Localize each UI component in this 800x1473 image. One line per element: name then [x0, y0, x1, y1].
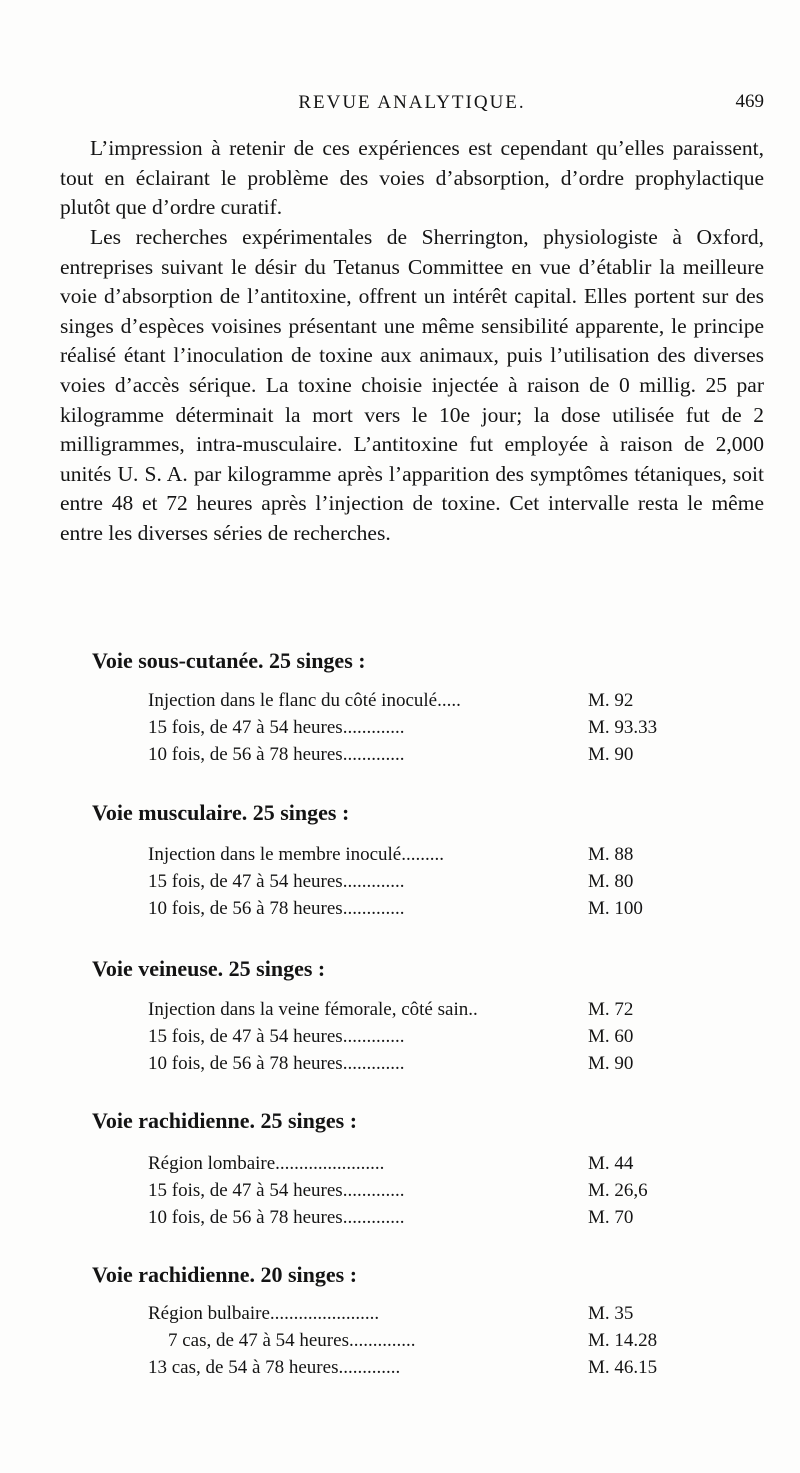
row-value: M. 70	[588, 1207, 634, 1228]
row-value: M. 80	[588, 871, 634, 892]
row-value: M. 44	[588, 1153, 634, 1174]
page-number: 469	[735, 91, 764, 112]
section-heading: Voie sous-cutanée. 25 singes :	[92, 648, 366, 673]
row-label: Injection dans la veine fémorale, côté sain..	[148, 999, 478, 1020]
result-row	[148, 714, 708, 741]
row-value: M. 88	[588, 844, 634, 865]
row-label: 13 cas, de 54 à 78 heures.............	[148, 1357, 401, 1378]
row-value: M. 92	[588, 690, 634, 711]
row-label: Région lombaire.......................	[148, 1153, 385, 1174]
result-row	[148, 868, 708, 895]
section-heading: Voie rachidienne. 20 singes :	[92, 1262, 358, 1287]
result-row	[148, 1300, 708, 1327]
result-row	[148, 1023, 708, 1050]
running-header	[60, 88, 764, 116]
row-value: M. 46.15	[588, 1357, 658, 1378]
results-list	[148, 687, 708, 768]
row-label: 15 fois, de 47 à 54 heures.............	[148, 871, 405, 892]
row-label: Injection dans le membre inoculé.........	[148, 844, 444, 865]
row-label: 15 fois, de 47 à 54 heures.............	[148, 1180, 405, 1201]
row-value: M. 26,6	[588, 1180, 648, 1201]
row-value: M. 60	[588, 1026, 634, 1047]
results-list	[148, 841, 708, 922]
row-label: 10 fois, de 56 à 78 heures.............	[148, 1053, 405, 1074]
result-row	[148, 1150, 708, 1177]
running-title: REVUE ANALYTIQUE.	[298, 92, 526, 113]
result-row	[148, 1354, 708, 1381]
results-list	[148, 1300, 708, 1381]
section-heading: Voie rachidienne. 25 singes :	[92, 1108, 358, 1133]
row-label: Région bulbaire.......................	[148, 1303, 380, 1324]
row-value: M. 100	[588, 898, 643, 919]
result-row	[148, 895, 708, 922]
row-label: 15 fois, de 47 à 54 heures.............	[148, 1026, 405, 1047]
row-label: 10 fois, de 56 à 78 heures.............	[148, 1207, 405, 1228]
results-list	[148, 1150, 708, 1231]
result-row	[148, 1204, 708, 1231]
row-value: M. 90	[588, 1053, 634, 1074]
section-heading: Voie musculaire. 25 singes :	[92, 800, 350, 825]
row-label: 15 fois, de 47 à 54 heures.............	[148, 717, 405, 738]
row-value: M. 90	[588, 744, 634, 765]
result-row	[148, 687, 708, 714]
row-label: 7 cas, de 47 à 54 heures..............	[168, 1330, 416, 1351]
result-row	[148, 1327, 708, 1354]
row-label: 10 fois, de 56 à 78 heures.............	[148, 898, 405, 919]
row-value: M. 72	[588, 999, 634, 1020]
body-paragraph: L’impression à retenir de ces expériences est cependant qu’elles paraissent, tout en éclairant le problème des voies d’absorption, d’ordre prophylactique plutôt que d’ordre curatif.	[60, 136, 764, 220]
row-value: M. 93.33	[588, 717, 658, 738]
row-value: M. 35	[588, 1303, 634, 1324]
row-value: M. 14.28	[588, 1330, 658, 1351]
result-row	[148, 841, 708, 868]
results-list	[148, 996, 708, 1077]
row-label: Injection dans le flanc du côté inoculé.....	[148, 690, 461, 711]
section-heading: Voie veineuse. 25 singes :	[92, 956, 326, 981]
result-row	[148, 741, 708, 768]
row-label: 10 fois, de 56 à 78 heures.............	[148, 744, 405, 765]
result-row	[148, 996, 708, 1023]
body-paragraph: Les recherches expérimentales de Sherrington, physiologiste à Oxford, entreprises suivant le désir du Tetanus Committee en vue d’établir la meilleure voie d’absorption de l’antitoxine, offrent un intérêt capital. Elles portent sur des singes d’espèces voisines présentant une même sensibilité apparente, le principe réalisé étant l’inoculation de toxine aux animaux, puis l’utilisation des diverses voies d’accès sérique. La toxine choisie injectée à raison de 0 millig. 25 par kilogramme déterminait la mort vers le 10e jour; la dose utilisée fut de 2 milligrammes, intra-musculaire. L’antitoxine fut employée à raison de 2,000 unités U. S. A. par kilogramme après l’apparition des symptômes tétaniques, soit entre 48 et 72 heures après l’injection de toxine. Cet intervalle resta le même entre les diverses séries de recherches.	[60, 225, 764, 545]
result-row	[148, 1177, 708, 1204]
result-row	[148, 1050, 708, 1077]
